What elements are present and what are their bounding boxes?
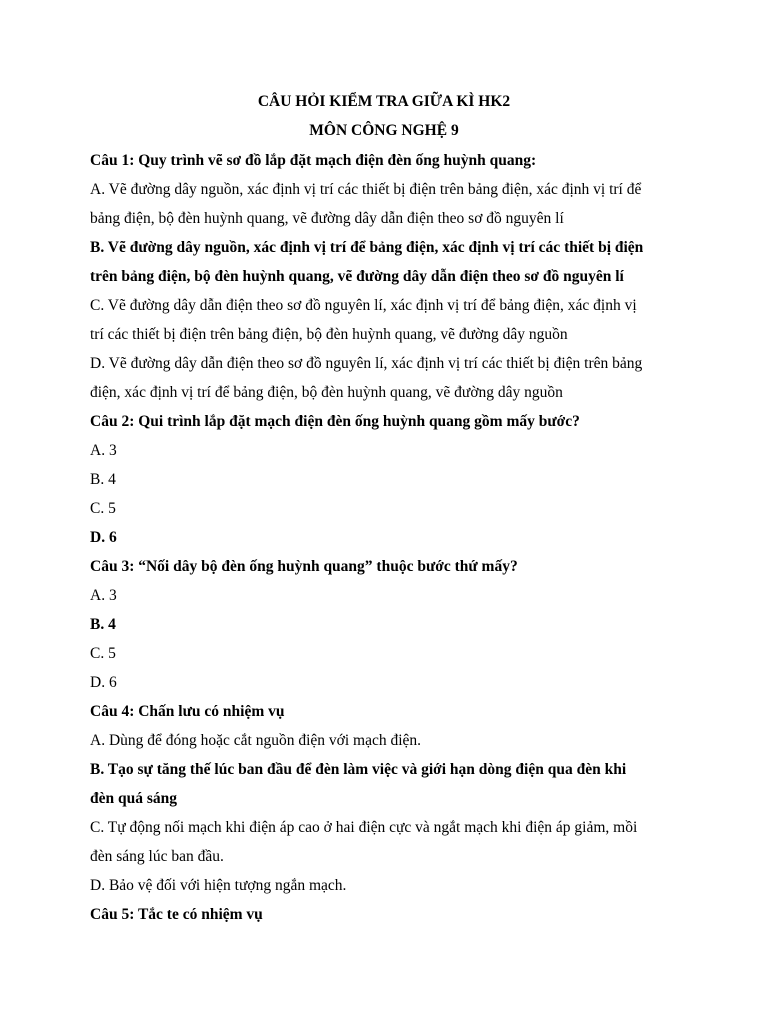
answer-line: A. Vẽ đường dây nguồn, xác định vị trí các thiết bị điện trên bảng điện, xác định vị trí để [90,181,642,198]
answer-line: điện, xác định vị trí để bảng điện, bộ đèn huỳnh quang, vẽ đường dây nguồn [90,384,563,401]
answer-line: trí các thiết bị điện trên bảng điện, bộ đèn huỳnh quang, vẽ đường dây nguồn [90,326,568,343]
answer-line: A. Dùng để đóng hoặc cắt nguồn điện với mạch điện. [90,732,422,749]
question-line: Câu 1: Quy trình vẽ sơ đồ lắp đặt mạch điện đèn ống huỳnh quang: [90,152,537,169]
question-line: Câu 3: “Nối dây bộ đèn ống huỳnh quang” thuộc bước thứ mấy? [90,558,518,575]
answer-line: D. Bảo vệ đối với hiện tượng ngắn mạch. [90,877,347,894]
document-subtitle: MÔN CÔNG NGHỆ 9 [309,122,459,139]
answer-line: C. 5 [90,645,116,662]
answer-line: C. Tự động nối mạch khi điện áp cao ở hai điện cực và ngắt mạch khi điện áp giảm, mồi [90,819,638,836]
answer-line: B. Tạo sự tăng thế lúc ban đầu để đèn làm việc và giới hạn dòng điện qua đèn khi [90,761,627,778]
answer-line: bảng điện, bộ đèn huỳnh quang, vẽ đường dây dẫn điện theo sơ đồ nguyên lí [90,210,564,227]
answer-line: đèn sáng lúc ban đầu. [90,848,224,865]
document-title: CÂU HỎI KIỂM TRA GIỮA KÌ HK2 [257,93,511,110]
question-line: Câu 2: Qui trình lắp đặt mạch điện đèn ống huỳnh quang gồm mấy bước? [90,413,580,430]
answer-line: B. 4 [90,471,116,488]
answer-line: A. 3 [90,587,117,604]
answer-line: C. Vẽ đường dây dẫn điện theo sơ đồ nguyên lí, xác định vị trí để bảng điện, xác định vị [90,297,637,314]
answer-line: B. 4 [90,616,116,633]
answer-line: trên bảng điện, bộ đèn huỳnh quang, vẽ đường dây dẫn điện theo sơ đồ nguyên lí [90,268,624,285]
answer-line: B. Vẽ đường dây nguồn, xác định vị trí để bảng điện, xác định vị trí các thiết bị điện [90,239,644,256]
answer-line: D. 6 [90,529,117,546]
answer-line: đèn quá sáng [90,790,178,807]
answer-line: A. 3 [90,442,117,459]
question-line: Câu 5: Tắc te có nhiệm vụ [90,906,263,923]
answer-line: C. 5 [90,500,116,517]
answer-line: D. Vẽ đường dây dẫn điện theo sơ đồ nguyên lí, xác định vị trí các thiết bị điện trên bảng [90,355,643,372]
answer-line: D. 6 [90,674,117,691]
question-line: Câu 4: Chấn lưu có nhiệm vụ [90,703,285,720]
